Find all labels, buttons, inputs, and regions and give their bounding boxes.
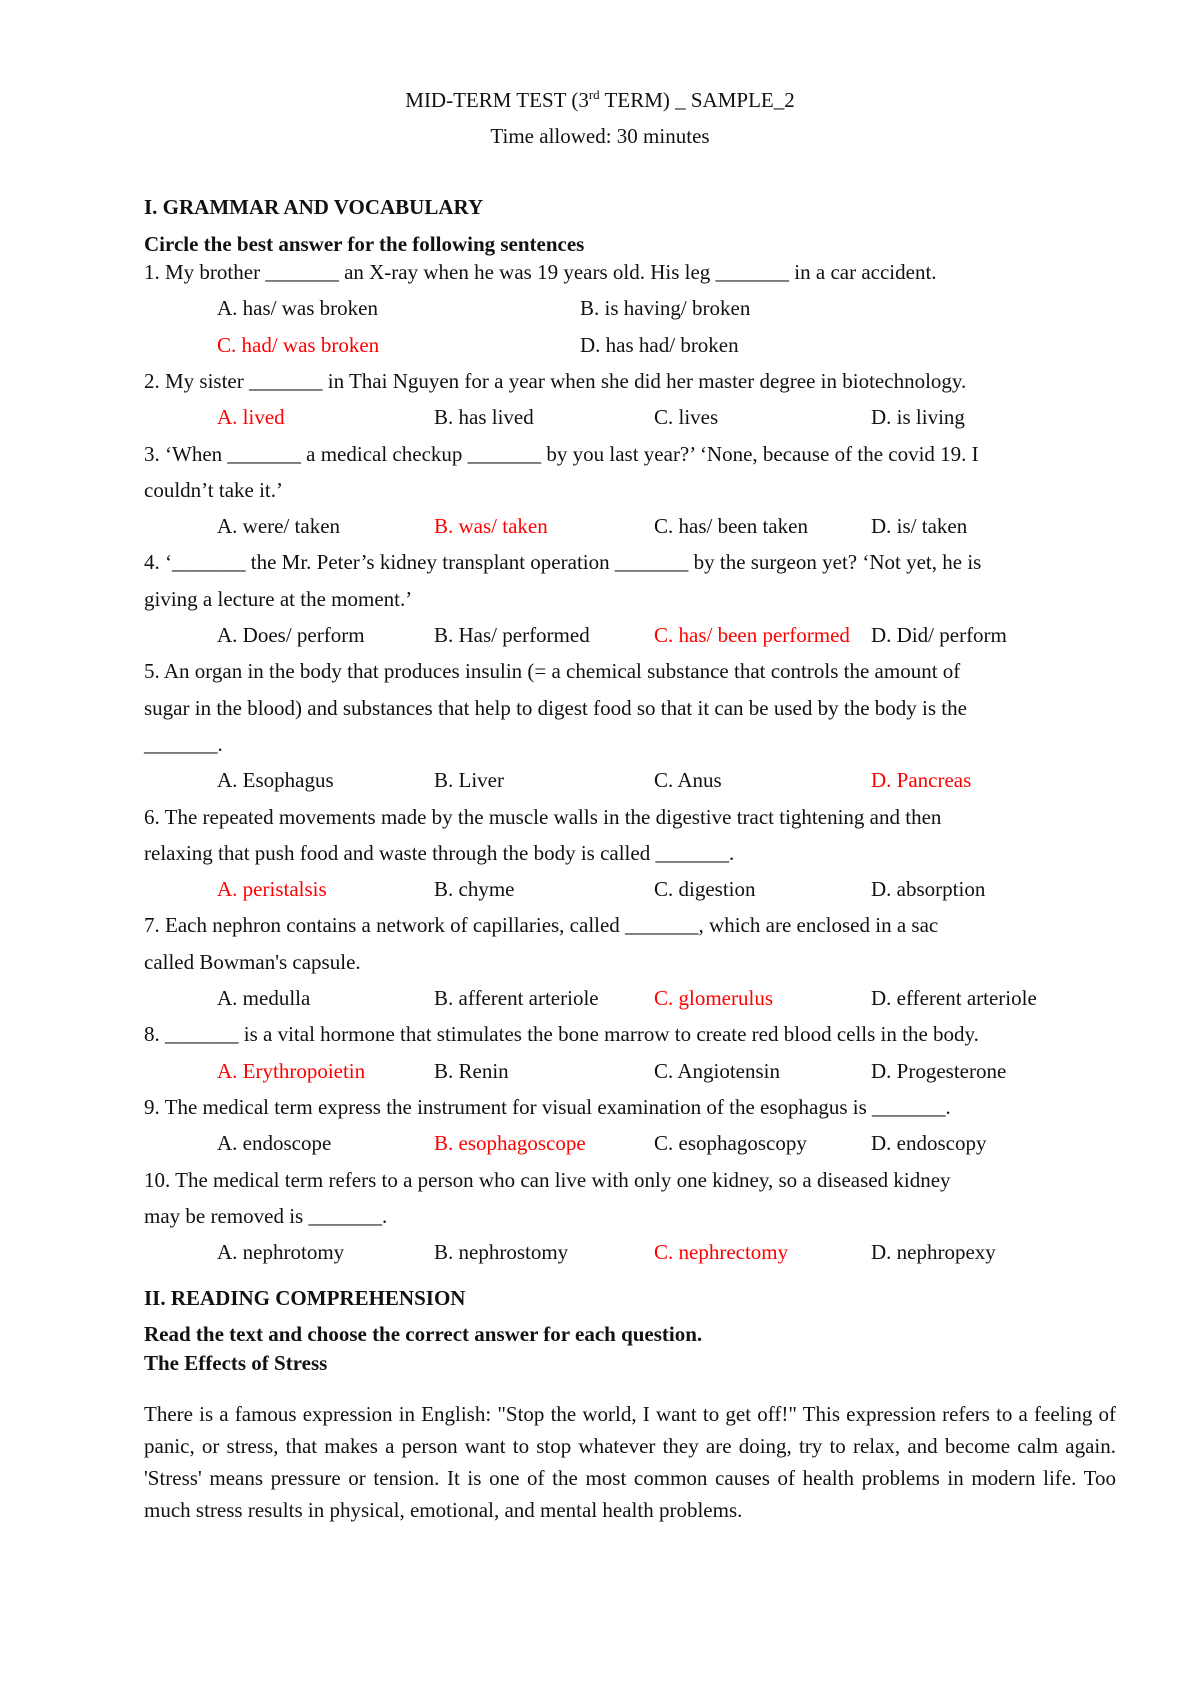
question-10-option-a[interactable]: A. nephrotomy	[217, 1240, 345, 1265]
question-5-option-c[interactable]: C. Anus	[654, 768, 722, 793]
question-4-option-b[interactable]: B. Has/ performed	[434, 623, 590, 647]
question-3-text-line: 3. ‘When _______ a medical checkup _______ by you last year?’ ‘None, because of the covid 19. I	[144, 441, 979, 466]
question-1-text-line: 1. My brother _______ an X-ray when he was 19 years old. His leg _______ in a car accident.	[144, 260, 937, 284]
question-6-option-b[interactable]: B. chyme	[434, 877, 515, 902]
question-2-option-b[interactable]: B. has lived	[434, 405, 534, 430]
question-3-option-b[interactable]: B. was/ taken	[434, 514, 548, 539]
question-5-option-d[interactable]: D. Pancreas	[871, 768, 972, 793]
question-5-text-line: 5. An organ in the body that produces insulin (= a chemical substance that controls the amount of	[144, 659, 961, 684]
question-8-option-c[interactable]: C. Angiotensin	[654, 1058, 781, 1083]
question-3-option-a[interactable]: A. were/ taken	[217, 514, 341, 539]
question-5-text-line: _______.	[144, 731, 223, 756]
question-7-text-line: called Bowman's capsule.	[144, 949, 361, 974]
question-6-option-c[interactable]: C. digestion	[654, 877, 756, 902]
section-1-heading: I. GRAMMAR AND VOCABULARY	[144, 195, 484, 219]
question-4-option-c[interactable]: C. has/ been performed	[654, 623, 850, 647]
exam-title-part2: TERM) _ SAMPLE_2	[599, 88, 795, 112]
passage-title: The Effects of Stress	[144, 1351, 328, 1375]
question-1-option-c[interactable]: C. had/ was broken	[217, 332, 380, 357]
question-4-text-line: 4. ‘_______ the Mr. Peter’s kidney transplant operation _______ by the surgeon yet? ‘Not yet, he is	[144, 550, 982, 575]
question-8-text-line: 8. _______ is a vital hormone that stimulates the bone marrow to create red blood cells in the body.	[144, 1022, 979, 1047]
exam-title-part1: MID-TERM TEST (3	[405, 88, 589, 112]
question-4-text-line: giving a lecture at the moment.’	[144, 586, 413, 611]
question-9-option-c[interactable]: C. esophagoscopy	[654, 1131, 807, 1156]
question-4-option-d[interactable]: D. Did/ perform	[871, 623, 1007, 647]
question-2-option-a[interactable]: A. lived	[217, 405, 285, 430]
exam-title	[0, 88, 1200, 112]
question-10-option-c[interactable]: C. nephrectomy	[654, 1240, 789, 1265]
question-5-option-b[interactable]: B. Liver	[434, 768, 504, 793]
question-7-text-line: 7. Each nephron contains a network of capillaries, called _______, which are enclosed in a sac	[144, 913, 939, 938]
question-6-text-line: relaxing that push food and waste through the body is called _______.	[144, 840, 735, 865]
question-6-text-line: 6. The repeated movements made by the muscle walls in the digestive tract tightening and then	[144, 804, 942, 829]
section-2-instruction: Read the text and choose the correct answer for each question.	[144, 1322, 703, 1346]
question-3-option-d[interactable]: D. is/ taken	[871, 514, 968, 539]
question-3-text-line: couldn’t take it.’	[144, 477, 283, 502]
question-4-option-a[interactable]: A. Does/ perform	[217, 623, 365, 647]
question-2-text-line: 2. My sister _______ in Thai Nguyen for a year when she did her master degree in biotechnology.	[144, 368, 967, 393]
question-9-text-line: 9. The medical term express the instrument for visual examination of the esophagus is _______.	[144, 1094, 951, 1119]
question-10-option-d[interactable]: D. nephropexy	[871, 1240, 996, 1265]
question-3-option-c[interactable]: C. has/ been taken	[654, 514, 808, 539]
question-5-text-line: sugar in the blood) and substances that help to digest food so that it can be used by the body is the	[144, 695, 967, 720]
question-10-text-line: may be removed is _______.	[144, 1203, 388, 1228]
question-7-option-c[interactable]: C. glomerulus	[654, 986, 773, 1010]
exam-title-superscript: rd	[588, 87, 600, 102]
time-allowed: Time allowed: 30 minutes	[490, 124, 710, 148]
question-8-option-b[interactable]: B. Renin	[434, 1058, 509, 1083]
question-10-option-b[interactable]: B. nephrostomy	[434, 1240, 569, 1265]
question-7-option-b[interactable]: B. afferent arteriole	[434, 986, 599, 1010]
section-2-heading: II. READING COMPREHENSION	[144, 1286, 466, 1310]
question-7-option-a[interactable]: A. medulla	[217, 986, 311, 1010]
reading-passage: There is a famous expression in English: "Stop the world, I want to get off!" This expression refers to a feeling of panic, or stress, that makes a person want to stop whatever they are doing, try to relax, and become calm again. 'Stress' means pressure or tension. It is one of the most common causes of health problems in modern life. Too much stress results in physical, emotional, and mental health problems.	[144, 1402, 1116, 1522]
question-8-option-a[interactable]: A. Erythropoietin	[217, 1058, 366, 1083]
question-1-option-d[interactable]: D. has had/ broken	[580, 332, 739, 357]
question-5-option-a[interactable]: A. Esophagus	[217, 768, 334, 793]
question-6-option-d[interactable]: D. absorption	[871, 877, 986, 902]
section-1-instruction: Circle the best answer for the following sentences	[144, 232, 585, 256]
question-9-option-a[interactable]: A. endoscope	[217, 1131, 332, 1156]
question-6-option-a[interactable]: A. peristalsis	[217, 877, 327, 902]
question-9-option-b[interactable]: B. esophagoscope	[434, 1131, 586, 1156]
question-1-option-a[interactable]: A. has/ was broken	[217, 296, 378, 321]
question-2-option-d[interactable]: D. is living	[871, 405, 965, 430]
question-8-option-d[interactable]: D. Progesterone	[871, 1058, 1007, 1083]
question-7-option-d[interactable]: D. efferent arteriole	[871, 986, 1037, 1010]
question-1-option-b[interactable]: B. is having/ broken	[580, 296, 751, 321]
question-2-option-c[interactable]: C. lives	[654, 405, 719, 430]
question-9-option-d[interactable]: D. endoscopy	[871, 1131, 987, 1156]
question-10-text-line: 10. The medical term refers to a person who can live with only one kidney, so a diseased kidney	[144, 1167, 951, 1192]
